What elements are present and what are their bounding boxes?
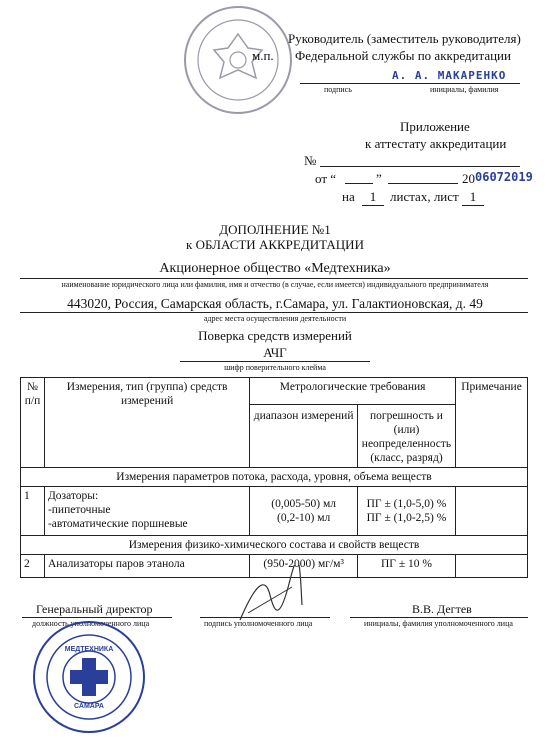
- federal-seal: [182, 4, 294, 116]
- address-line: [20, 312, 528, 313]
- header-measurements: Измерения, тип (группа) средств измерений: [44, 378, 249, 468]
- stamp-city: САМАРА: [74, 703, 104, 710]
- section-physchem: Измерения физико-химического состава и свойств веществ: [21, 536, 528, 555]
- seal-place-label: м.п.: [252, 48, 274, 63]
- appendix-title: Приложение: [400, 119, 470, 134]
- organization-name: Акционерное общество «Медтехника»: [159, 261, 391, 276]
- signature-caption: подпись: [324, 85, 352, 94]
- cipher-caption: шифр поверительного клейма: [224, 363, 326, 372]
- organization-caption: наименование юридического лица или фамилия, имя и отчество (в случае, если имеется) индивидуального предпринимателя: [61, 280, 489, 289]
- signature-line: [300, 83, 520, 84]
- footer-signature-caption: подпись уполномоченного лица: [204, 619, 313, 628]
- row2-error: ПГ ± 10 %: [358, 555, 456, 578]
- name-line: [350, 617, 528, 618]
- pages-prefix: на: [342, 189, 355, 204]
- table-header-row: [21, 378, 528, 405]
- row1-name-line2: -пипеточные: [47, 504, 111, 516]
- row1-num: 1: [21, 487, 45, 536]
- address: 443020, Россия, Самарская область, г.Самара, ул. Галактионовская, д. 49: [67, 296, 483, 311]
- organization-line: [20, 278, 528, 279]
- table-row: [21, 487, 528, 536]
- address-caption: адрес места осуществления деятельности: [203, 314, 347, 323]
- signer-name-stamp: А. А. МАКАРЕНКО: [392, 69, 507, 82]
- director-position: Генеральный директор: [36, 602, 153, 616]
- header-metrology: Метрологические требования: [250, 378, 456, 405]
- row1-name-line3: -автоматические поршневые: [47, 518, 188, 530]
- pages-count: 1: [362, 189, 384, 206]
- name-caption: инициалы, фамилия уполномоченного лица: [364, 619, 513, 628]
- row1-error: [358, 487, 456, 536]
- row1-range-line2: (0,2-10) мл: [277, 512, 331, 524]
- pages-mid-label: листах, лист: [390, 189, 459, 204]
- row2-note: [455, 555, 527, 578]
- row1-error-line2: ПГ ± (1,0-2,5) %: [366, 512, 447, 524]
- row2-name: Анализаторы паров этанола: [44, 555, 249, 578]
- certificate-number-line: [320, 166, 520, 167]
- signatory-position-line2: Федеральной службы по аккредитации: [295, 48, 511, 63]
- date-quote-close: ”: [376, 171, 382, 186]
- company-stamp: [30, 618, 148, 736]
- sheet-number: 1: [462, 189, 484, 206]
- header-range: диапазон измерений: [250, 405, 358, 468]
- document-title: ДОПОЛНЕНИЕ №1: [219, 222, 331, 237]
- row1-name-line1: Дозаторы:: [47, 490, 99, 502]
- header-error: погрешность и (или) неопределенность (класс, разряд): [358, 405, 456, 468]
- section-row: [21, 468, 528, 487]
- section-row: [21, 536, 528, 555]
- signatory-position-line1: Руководитель (заместитель руководителя): [288, 31, 521, 46]
- header-note: Примечание: [455, 378, 527, 468]
- date-year-prefix: 20: [462, 171, 475, 186]
- signature-scribble: [230, 565, 310, 625]
- certificate-number-label: №: [304, 153, 317, 168]
- row1-note: [455, 487, 527, 536]
- header-num: № п/п: [21, 378, 45, 468]
- cipher-line: [180, 361, 370, 362]
- date-from-label: от “: [315, 171, 337, 186]
- row1-name: [44, 487, 249, 536]
- activity-type: Поверка средств измерений: [198, 328, 352, 343]
- initials-caption: инициалы, фамилия: [430, 85, 499, 94]
- cipher-code: АЧГ: [263, 345, 287, 360]
- date-stamp: 06072019: [475, 170, 533, 184]
- position-caption: должность уполномоченного лица: [32, 619, 150, 628]
- document-subtitle: к ОБЛАСТИ АККРЕДИТАЦИИ: [186, 237, 364, 252]
- row1-range: [250, 487, 358, 536]
- row2-num: 2: [21, 555, 45, 578]
- stamp-company-name: МЕДТЕХНИКА: [64, 646, 114, 653]
- row1-error-line1: ПГ ± (1,0-5,0) %: [366, 498, 447, 510]
- section-flow-volume: Измерения параметров потока, расхода, уровня, объема веществ: [21, 468, 528, 487]
- row2-range: (950-2000) мг/м³: [250, 555, 358, 578]
- date-day-line: [345, 183, 373, 184]
- date-month-line: [388, 183, 458, 184]
- appendix-subtitle: к аттестату аккредитации: [365, 136, 507, 151]
- row1-range-line1: (0,005-50) мл: [271, 498, 337, 510]
- accreditation-table: [20, 377, 528, 578]
- signer-name: В.В. Дегтев: [412, 602, 472, 616]
- footer-signature-line: [200, 617, 330, 618]
